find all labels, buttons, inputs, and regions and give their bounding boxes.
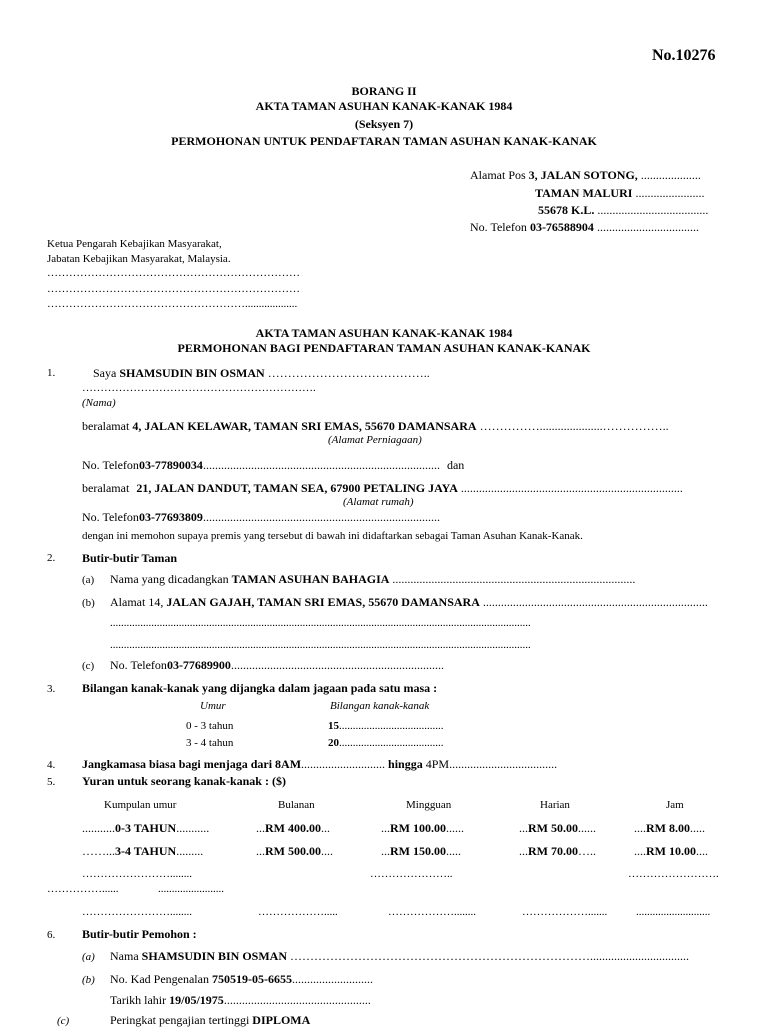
count-row-2-value: 20 — [328, 737, 339, 749]
dots: .... — [321, 844, 333, 858]
business-address-caption: (Alamat Perniagaan) — [328, 434, 422, 446]
fee-row-2-group-value: 3-4 TAHUN — [115, 844, 177, 858]
recipient-dots1: …………………………………………………………… — [47, 267, 300, 279]
premises-address-value: JALAN GAJAH, TAMAN SRI EMAS, 55670 DAMANSARA — [166, 595, 480, 609]
fee-row-2-weekly — [381, 844, 461, 859]
business-address-dots: …………….....................…………….. — [479, 419, 669, 433]
section6-b-label: (b) — [82, 974, 95, 986]
premises-telephone-dots: ....................................................................... — [230, 658, 444, 672]
dots: ...... — [446, 821, 464, 835]
fee-blank-3-hourly: ........................... — [636, 906, 711, 918]
count-row-1 — [328, 720, 444, 732]
fee-row-1-monthly-value: RM 400.00 — [265, 821, 321, 835]
premises-address-dots-line3: ......................................................................................................................................................... — [110, 639, 531, 651]
education-line — [110, 1013, 310, 1028]
home-address-line — [82, 481, 683, 496]
fee-row-2-daily — [519, 844, 596, 859]
dots: .... — [634, 844, 646, 858]
heading-act: AKTA TAMAN ASUHAN KANAK-KANAK 1984 — [255, 99, 513, 113]
applicant-fullname-value: SHAMSUDIN BIN OSMAN — [141, 949, 288, 963]
fee-row-2-weekly-value: RM 150.00 — [390, 844, 446, 858]
fee-header-monthly: Bulanan — [278, 799, 315, 811]
fee-row-2-hourly — [634, 844, 708, 859]
fee-header-hourly: Jam — [666, 799, 684, 811]
dots: ... — [381, 821, 390, 835]
recipient-dots2: …………………………………………………………… — [47, 283, 300, 295]
section6-number: 6. — [47, 929, 56, 941]
fee-row-1-weekly — [381, 821, 464, 836]
section3-number: 3. — [47, 683, 56, 695]
form-number: No.10276 — [652, 47, 716, 64]
dots: ….. — [578, 844, 596, 858]
dob-label: Tarikh lahir — [110, 993, 167, 1007]
dots: .... — [696, 844, 708, 858]
dob-line — [110, 993, 371, 1008]
section2-title: Butir-butir Taman — [82, 551, 178, 565]
dots: ... — [256, 821, 265, 835]
hours-to-dots: .................................... — [449, 757, 558, 771]
proposed-name-label: Nama yang dicadangkan — [110, 572, 229, 586]
count-row-1-value: 15 — [328, 720, 339, 732]
heading-title: PERMOHONAN UNTUK PENDAFTARAN TAMAN ASUHAN KANAK-KANAK — [171, 134, 597, 148]
hours-to-value: 4PM — [425, 757, 450, 771]
subheading-act: AKTA TAMAN ASUHAN KANAK-KANAK 1984 — [255, 326, 513, 340]
count-row-1-dots: ...................................... — [339, 720, 444, 732]
hours-line — [82, 757, 557, 772]
section2-c-label: (c) — [82, 660, 95, 672]
fee-row-2-monthly — [256, 844, 333, 859]
postal-address-label: Alamat Pos — [470, 168, 526, 182]
premises-address-dots: ........................................................................... — [482, 595, 708, 609]
dots: ... — [519, 844, 528, 858]
postal-telephone-value: 03-76588904 — [529, 220, 594, 234]
dots: ...... — [578, 821, 596, 835]
postal-address-line3 — [538, 203, 708, 218]
dots: ......... — [176, 844, 204, 858]
dots: ........... — [82, 821, 115, 835]
section2-b-label: (b) — [82, 597, 95, 609]
dots: .... — [634, 821, 646, 835]
postal-address-line1 — [470, 168, 701, 183]
section6-c-label: (c) — [57, 1015, 70, 1027]
fee-row-1-daily-value: RM 50.00 — [528, 821, 578, 835]
ic-number-dots: ........................... — [291, 972, 373, 986]
heading-section: (Seksyen 7) — [354, 117, 414, 131]
count-column-header: Bilangan kanak-kanak — [330, 700, 430, 712]
premises-address-label: Alamat — [110, 595, 146, 609]
business-address-line — [82, 419, 669, 434]
home-telephone-line — [82, 510, 440, 525]
dots: ........... — [176, 821, 210, 835]
hours-from-value: 8AM — [275, 757, 302, 771]
dots: ……... — [82, 844, 115, 858]
dots: ... — [256, 844, 265, 858]
proposed-name-dots: ................................................................................. — [392, 572, 636, 586]
business-telephone-value: 03-77890034 — [138, 458, 203, 472]
fee-row-1-monthly — [256, 821, 330, 836]
applicant-fullname-dots: …………………………………………………………………................................. — [290, 949, 690, 963]
hours-from-dots: ............................ — [301, 757, 386, 771]
fee-header-group: Kumpulan umur — [104, 799, 177, 811]
section2-number: 2. — [47, 552, 56, 564]
section1-number: 1. — [47, 367, 56, 379]
fee-row-2-group — [82, 844, 203, 859]
section5-title: Yuran untuk seorang kanak-kanak : ($) — [82, 774, 286, 788]
fee-row-2-monthly-value: RM 500.00 — [265, 844, 321, 858]
section2-a-label: (a) — [82, 574, 95, 586]
beralamat-label-2: beralamat — [82, 481, 130, 495]
premises-telephone-value: 03-77689900 — [166, 658, 231, 672]
home-address-value: 21, JALAN DANDUT, TAMAN SEA, 67900 PETALING JAYA — [136, 481, 458, 495]
heading-borang: BORANG II — [351, 84, 417, 98]
section6-title: Butir-butir Pemohon : — [82, 927, 197, 941]
recipient-line1: Ketua Pengarah Kebajikan Masyarakat, — [47, 238, 222, 250]
ic-number-line — [110, 972, 373, 987]
premises-telephone-line — [110, 658, 444, 673]
section5-number: 5. — [47, 776, 56, 788]
applicant-fullname-line — [110, 949, 689, 964]
proposed-name-value: TAMAN ASUHAN BAHAGIA — [231, 572, 390, 586]
business-telephone-line — [82, 458, 464, 473]
fee-blank-3-group: ……………………........ — [82, 906, 192, 918]
dob-value: 19/05/1975 — [169, 993, 224, 1007]
dan-label: dan — [446, 458, 465, 472]
education-value: DIPLOMA — [252, 1013, 311, 1027]
recipient-dots3: ………………………………………………................... — [47, 298, 298, 310]
fee-blank-2-lead: ……………...... — [47, 883, 119, 895]
dots: ..... — [446, 844, 461, 858]
dots: ..... — [690, 821, 705, 835]
fee-blank-3-weekly: ………………........ — [388, 906, 476, 918]
premises-address-number: 14, — [148, 595, 164, 609]
fee-blank-2-group: ........................ — [158, 883, 224, 895]
fee-header-daily: Harian — [540, 799, 570, 811]
count-row-2 — [328, 737, 444, 749]
postal-address-dots2: ....................... — [635, 186, 705, 200]
fee-row-1-daily — [519, 821, 596, 836]
dots: ... — [519, 821, 528, 835]
postal-address-dots3: ..................................... — [597, 203, 709, 217]
nama-caption: (Nama) — [82, 397, 116, 409]
business-address-value: 4, JALAN KELAWAR, TAMAN SRI EMAS, 55670 DAMANSARA — [132, 419, 477, 433]
count-row-2-dots: ...................................... — [339, 737, 444, 749]
section1-saya-line — [93, 366, 430, 381]
home-telephone-dots: ............................................................................... — [202, 510, 440, 524]
education-label: Peringkat pengajian tertinggi — [110, 1013, 250, 1027]
premises-address-dots-line2: ......................................................................................................................................................... — [110, 617, 531, 629]
fee-blank-1-weekly: ………………….. — [370, 868, 453, 880]
subheading-title: PERMOHONAN BAGI PENDAFTARAN TAMAN ASUHAN KANAK-KANAK — [177, 341, 591, 355]
postal-address-value: 3, JALAN SOTONG, — [528, 168, 638, 182]
age-row-2: 3 - 4 tahun — [186, 737, 234, 749]
section6-a-label: (a) — [82, 951, 95, 963]
saya-label: Saya — [93, 366, 117, 380]
ic-number-label: No. Kad Pengenalan — [110, 972, 209, 986]
fee-row-1-hourly-value: RM 8.00 — [646, 821, 690, 835]
fee-row-1-group-value: 0-3 TAHUN — [115, 821, 177, 835]
business-telephone-label: No. Telefon — [82, 458, 139, 472]
postal-address-value2: TAMAN MALURI — [535, 186, 633, 200]
postal-telephone-label: No. Telefon — [470, 220, 527, 234]
home-address-dots: .......................................................................... — [460, 481, 683, 495]
dob-dots: ................................................. — [223, 993, 371, 1007]
fee-blank-3-daily: ………………....... — [522, 906, 608, 918]
fee-row-1-group — [82, 821, 209, 836]
fee-header-weekly: Mingguan — [406, 799, 452, 811]
fee-row-2-daily-value: RM 70.00 — [528, 844, 578, 858]
business-telephone-dots: ............................................................................... — [202, 458, 440, 472]
section4-number: 4. — [47, 759, 56, 771]
postal-address-dots: .................... — [640, 168, 701, 182]
home-telephone-label: No. Telefon — [82, 510, 139, 524]
home-telephone-value: 03-77693809 — [138, 510, 203, 524]
applicant-name-dots2: ………………………………………………………. — [82, 382, 316, 394]
ic-number-value: 750519-05-6655 — [211, 972, 292, 986]
beralamat-label: beralamat — [82, 419, 130, 433]
fee-row-1-hourly — [634, 821, 705, 836]
age-row-1: 0 - 3 tahun — [186, 720, 234, 732]
dots: ... — [381, 844, 390, 858]
fee-blank-1-hourly: ……………………. — [628, 868, 719, 880]
hours-label: Jangkamasa biasa bagi menjaga dari — [82, 757, 273, 771]
application-statement: dengan ini memohon supaya premis yang tersebut di bawah ini didaftarkan sebagai Taman Asuhan Kanak-Kanak. — [82, 530, 583, 542]
home-address-caption: (Alamat rumah) — [343, 496, 414, 508]
applicant-name-value: SHAMSUDIN BIN OSMAN — [119, 366, 265, 380]
section3-title: Bilangan kanak-kanak yang dijangka dalam jagaan pada satu masa : — [82, 681, 438, 695]
premises-telephone-label: No. Telefon — [110, 658, 167, 672]
proposed-name-line — [110, 572, 635, 587]
fee-blank-1-group: ……………………........ — [82, 868, 192, 880]
recipient-line2: Jabatan Kebajikan Masyarakat, Malaysia. — [47, 253, 231, 265]
dots: ... — [321, 821, 330, 835]
fee-blank-3-monthly: ………………..... — [258, 906, 338, 918]
age-column-header: Umur — [200, 700, 226, 712]
premises-address-line — [110, 595, 708, 610]
fee-row-2-hourly-value: RM 10.00 — [646, 844, 696, 858]
postal-telephone-line — [470, 220, 699, 235]
postal-telephone-dots: .................................. — [596, 220, 699, 234]
postal-address-line2 — [535, 186, 704, 201]
applicant-name-dots: ………………………………….. — [267, 366, 430, 380]
postal-address-value3: 55678 K.L. — [538, 203, 595, 217]
hingga-label: hingga — [388, 757, 423, 771]
fee-row-1-weekly-value: RM 100.00 — [390, 821, 446, 835]
applicant-fullname-label: Nama — [110, 949, 139, 963]
